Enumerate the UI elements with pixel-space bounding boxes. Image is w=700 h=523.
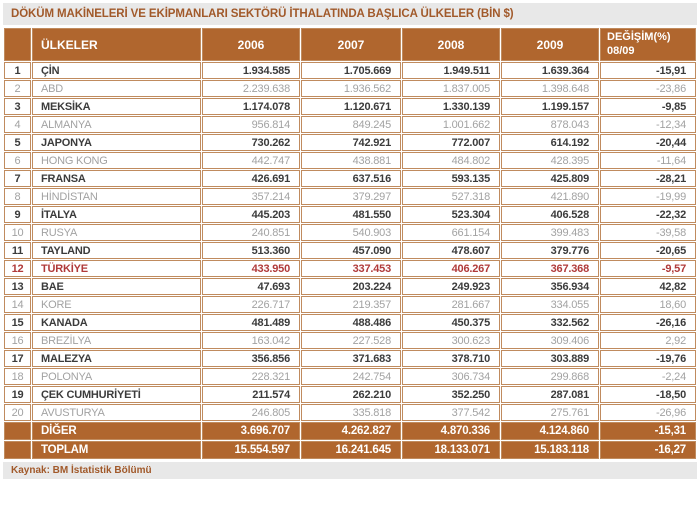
value-cell: 287.081 — [501, 386, 599, 403]
country-cell: FRANSA — [32, 170, 201, 187]
value-cell: 379.297 — [301, 188, 401, 205]
value-cell: 18,60 — [600, 296, 696, 313]
rank-cell: 19 — [4, 386, 31, 403]
value-cell: -12,34 — [600, 116, 696, 133]
table-row — [4, 314, 696, 331]
value-cell: 2.239.638 — [202, 80, 300, 97]
value-cell: 540.903 — [301, 224, 401, 241]
value-cell: -20,65 — [600, 242, 696, 259]
value-cell: 428.395 — [501, 152, 599, 169]
country-cell: BREZİLYA — [32, 332, 201, 349]
value-cell: 379.776 — [501, 242, 599, 259]
value-cell: 227.528 — [301, 332, 401, 349]
value-cell: -9,85 — [600, 98, 696, 115]
value-cell: -16,27 — [600, 441, 696, 459]
rank-cell: 7 — [4, 170, 31, 187]
value-cell: -15,91 — [600, 62, 696, 79]
rank-cell: 4 — [4, 116, 31, 133]
table-row — [4, 242, 696, 259]
value-cell: 1.949.511 — [402, 62, 500, 79]
country-cell: HİNDİSTAN — [32, 188, 201, 205]
value-cell: 1.199.157 — [501, 98, 599, 115]
value-cell: 335.818 — [301, 404, 401, 421]
country-cell: ÇEK CUMHURİYETİ — [32, 386, 201, 403]
rank-cell: 13 — [4, 278, 31, 295]
value-cell: 1.120.671 — [301, 98, 401, 115]
value-cell: 523.304 — [402, 206, 500, 223]
value-cell: 203.224 — [301, 278, 401, 295]
value-cell: 262.210 — [301, 386, 401, 403]
rank-cell: 10 — [4, 224, 31, 241]
value-cell: 3.696.707 — [202, 422, 300, 440]
value-cell: -9,57 — [600, 260, 696, 277]
country-cell: ÇİN — [32, 62, 201, 79]
header-change-label: DEĞİŞİM(%) — [607, 30, 671, 43]
country-cell: MEKSİKA — [32, 98, 201, 115]
table-row — [4, 152, 696, 169]
table-row — [4, 350, 696, 367]
value-cell: 478.607 — [402, 242, 500, 259]
value-cell: 281.667 — [402, 296, 500, 313]
value-cell: 956.814 — [202, 116, 300, 133]
value-cell: 226.717 — [202, 296, 300, 313]
table-row — [4, 62, 696, 79]
table-row — [4, 80, 696, 97]
rank-cell: 17 — [4, 350, 31, 367]
header-rank-cell — [4, 28, 31, 61]
value-cell: -26,16 — [600, 314, 696, 331]
table-row — [4, 368, 696, 385]
header-change-cell — [600, 28, 696, 61]
header-year-2009: 2009 — [501, 28, 599, 61]
value-cell: 337.453 — [301, 260, 401, 277]
value-cell: 488.486 — [301, 314, 401, 331]
value-cell: 42,82 — [600, 278, 696, 295]
value-cell: -2,24 — [600, 368, 696, 385]
summary-row — [4, 441, 696, 459]
value-cell: -18,50 — [600, 386, 696, 403]
value-cell: 1.174.078 — [202, 98, 300, 115]
table-body — [4, 62, 696, 459]
country-cell: ALMANYA — [32, 116, 201, 133]
value-cell: 1.705.669 — [301, 62, 401, 79]
table-row — [4, 260, 696, 277]
source-note: Kaynak: BM İstatistik Bölümü — [11, 465, 152, 476]
table-row — [4, 206, 696, 223]
value-cell: 772.007 — [402, 134, 500, 151]
header-country-cell: ÜLKELER — [32, 28, 201, 61]
value-cell: 481.489 — [202, 314, 300, 331]
value-cell: -19,76 — [600, 350, 696, 367]
rank-cell: 11 — [4, 242, 31, 259]
table-row — [4, 134, 696, 151]
value-cell: 211.574 — [202, 386, 300, 403]
value-cell: 4.124.860 — [501, 422, 599, 440]
value-cell: 399.483 — [501, 224, 599, 241]
country-cell: JAPONYA — [32, 134, 201, 151]
value-cell: 661.154 — [402, 224, 500, 241]
table-row — [4, 296, 696, 313]
country-cell: MALEZYA — [32, 350, 201, 367]
table-row — [4, 404, 696, 421]
value-cell: 332.562 — [501, 314, 599, 331]
value-cell: 730.262 — [202, 134, 300, 151]
value-cell: 450.375 — [402, 314, 500, 331]
value-cell: 1.936.562 — [301, 80, 401, 97]
value-cell: 4.870.336 — [402, 422, 500, 440]
value-cell: 4.262.827 — [301, 422, 401, 440]
rank-cell — [4, 422, 31, 440]
rank-cell: 6 — [4, 152, 31, 169]
country-cell: TÜRKİYE — [32, 260, 201, 277]
table-row — [4, 188, 696, 205]
summary-label-cell: TOPLAM — [32, 441, 201, 459]
country-cell: POLONYA — [32, 368, 201, 385]
value-cell: 1.837.005 — [402, 80, 500, 97]
country-cell: KANADA — [32, 314, 201, 331]
value-cell: 442.747 — [202, 152, 300, 169]
value-cell: 47.693 — [202, 278, 300, 295]
value-cell: -15,31 — [600, 422, 696, 440]
value-cell: 406.528 — [501, 206, 599, 223]
table-row — [4, 224, 696, 241]
value-cell: 2,92 — [600, 332, 696, 349]
value-cell: 1.934.585 — [202, 62, 300, 79]
value-cell: 309.406 — [501, 332, 599, 349]
value-cell: 275.761 — [501, 404, 599, 421]
value-cell: 16.241.645 — [301, 441, 401, 459]
value-cell: 306.734 — [402, 368, 500, 385]
value-cell: 445.203 — [202, 206, 300, 223]
value-cell: 15.183.118 — [501, 441, 599, 459]
value-cell: -28,21 — [600, 170, 696, 187]
table-row — [4, 98, 696, 115]
value-cell: 457.090 — [301, 242, 401, 259]
value-cell: 377.542 — [402, 404, 500, 421]
value-cell: -11,64 — [600, 152, 696, 169]
value-cell: 742.921 — [301, 134, 401, 151]
value-cell: 426.691 — [202, 170, 300, 187]
value-cell: 242.754 — [301, 368, 401, 385]
country-cell: KORE — [32, 296, 201, 313]
value-cell: -39,58 — [600, 224, 696, 241]
value-cell: 1.398.648 — [501, 80, 599, 97]
value-cell: -20,44 — [600, 134, 696, 151]
value-cell: 637.516 — [301, 170, 401, 187]
value-cell: 299.868 — [501, 368, 599, 385]
country-cell: HONG KONG — [32, 152, 201, 169]
value-cell: 406.267 — [402, 260, 500, 277]
value-cell: 371.683 — [301, 350, 401, 367]
value-cell: 18.133.071 — [402, 441, 500, 459]
rank-cell: 14 — [4, 296, 31, 313]
summary-row — [4, 422, 696, 440]
table-row — [4, 332, 696, 349]
source-bar — [3, 462, 697, 479]
value-cell: -26,96 — [600, 404, 696, 421]
value-cell: 378.710 — [402, 350, 500, 367]
value-cell: -22,32 — [600, 206, 696, 223]
value-cell: 219.357 — [301, 296, 401, 313]
value-cell: 352.250 — [402, 386, 500, 403]
rank-cell: 5 — [4, 134, 31, 151]
value-cell: 425.809 — [501, 170, 599, 187]
country-cell: TAYLAND — [32, 242, 201, 259]
value-cell: 300.623 — [402, 332, 500, 349]
value-cell: 367.368 — [501, 260, 599, 277]
value-cell: 614.192 — [501, 134, 599, 151]
imports-table — [3, 27, 697, 460]
rank-cell: 3 — [4, 98, 31, 115]
header-row — [4, 28, 696, 61]
rank-cell: 9 — [4, 206, 31, 223]
table-row — [4, 386, 696, 403]
country-cell: ABD — [32, 80, 201, 97]
value-cell: 249.923 — [402, 278, 500, 295]
value-cell: 240.851 — [202, 224, 300, 241]
value-cell: 438.881 — [301, 152, 401, 169]
country-cell: İTALYA — [32, 206, 201, 223]
summary-label-cell: DİĞER — [32, 422, 201, 440]
table-title-bar — [3, 3, 697, 25]
value-cell: 303.889 — [501, 350, 599, 367]
value-cell: 1.639.364 — [501, 62, 599, 79]
value-cell: 421.890 — [501, 188, 599, 205]
header-change-period: 08/09 — [607, 44, 635, 57]
value-cell: 163.042 — [202, 332, 300, 349]
rank-cell: 2 — [4, 80, 31, 97]
value-cell: 356.856 — [202, 350, 300, 367]
header-year-2007: 2007 — [301, 28, 401, 61]
value-cell: 878.043 — [501, 116, 599, 133]
value-cell: 527.318 — [402, 188, 500, 205]
value-cell: 334.055 — [501, 296, 599, 313]
rank-cell: 20 — [4, 404, 31, 421]
value-cell: 433.950 — [202, 260, 300, 277]
table-row — [4, 170, 696, 187]
value-cell: 246.805 — [202, 404, 300, 421]
value-cell: 228.321 — [202, 368, 300, 385]
value-cell: 357.214 — [202, 188, 300, 205]
value-cell: 484.802 — [402, 152, 500, 169]
rank-cell: 8 — [4, 188, 31, 205]
country-cell: RUSYA — [32, 224, 201, 241]
value-cell: 513.360 — [202, 242, 300, 259]
rank-cell: 16 — [4, 332, 31, 349]
value-cell: 15.554.597 — [202, 441, 300, 459]
table-row — [4, 116, 696, 133]
rank-cell: 15 — [4, 314, 31, 331]
value-cell: -19,99 — [600, 188, 696, 205]
rank-cell: 18 — [4, 368, 31, 385]
header-year-2008: 2008 — [402, 28, 500, 61]
header-year-2006: 2006 — [202, 28, 300, 61]
rank-cell — [4, 441, 31, 459]
value-cell: 1.001.662 — [402, 116, 500, 133]
value-cell: 481.550 — [301, 206, 401, 223]
country-cell: AVUSTURYA — [32, 404, 201, 421]
value-cell: 593.135 — [402, 170, 500, 187]
country-cell: BAE — [32, 278, 201, 295]
table-row — [4, 278, 696, 295]
value-cell: 849.245 — [301, 116, 401, 133]
rank-cell: 12 — [4, 260, 31, 277]
rank-cell: 1 — [4, 62, 31, 79]
page-title: DÖKÜM MAKİNELERİ VE EKİPMANLARI SEKTÖRÜ İTHALATINDA BAŞLICA ÜLKELER (BİN $) — [11, 8, 514, 20]
value-cell: -23,86 — [600, 80, 696, 97]
value-cell: 1.330.139 — [402, 98, 500, 115]
value-cell: 356.934 — [501, 278, 599, 295]
